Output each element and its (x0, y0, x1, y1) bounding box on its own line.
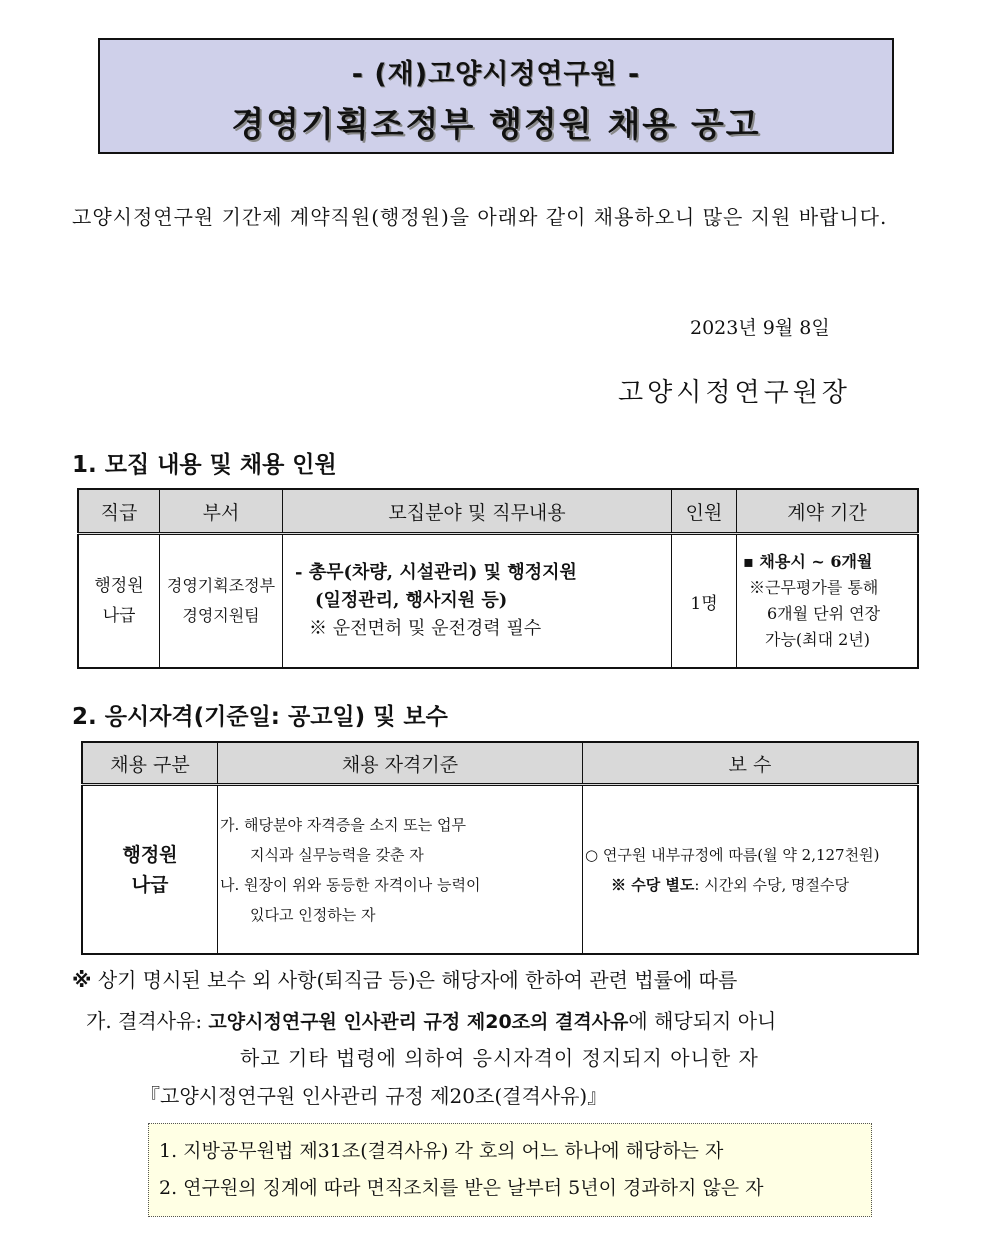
grade-line: 나급 (102, 606, 136, 626)
duty-line: (일정관리, 행사지원 등) (315, 590, 508, 611)
dq-rest: 에 해당되지 아니 (628, 1009, 777, 1033)
section2-heading: 2. 응시자격(기준일: 공고일) 및 보수 (72, 704, 448, 730)
regulation-item: 2. 연구원의 징계에 따라 면직조치를 받은 날부터 5년이 경과하지 않은 자 (159, 1177, 764, 1199)
salary-note (72, 964, 737, 993)
org-line: - (재)고양시정연구원 - (351, 59, 641, 90)
period-cell (737, 534, 919, 669)
col-qualification: 채용 자격기준 (218, 742, 583, 785)
note-text: 상기 명시된 보수 외 사항(퇴직금 등)은 해당자에 한하여 관련 법률에 따름 (97, 968, 738, 992)
dept-line: 경영기획조정부 (166, 576, 276, 595)
dept-cell (160, 534, 283, 669)
dq-prefix: 가. 결격사유: (86, 1009, 209, 1033)
qualification-table (81, 741, 919, 955)
col-dept: 부서 (160, 489, 283, 534)
dq-bold: 고양시정연구원 인사관리 규정 제20조의 결격사유 (208, 1011, 629, 1033)
period-line: ※근무평가를 통해 (749, 578, 879, 597)
col-count: 인원 (672, 489, 737, 534)
qual-line: 나. 원장이 위와 동등한 자격이나 능력이 (220, 875, 481, 894)
table-row (78, 534, 918, 669)
col-grade: 직급 (78, 489, 160, 534)
note-mark: ※ (72, 968, 92, 992)
table-header-row (82, 742, 918, 785)
qual-line: 있다고 인정하는 자 (250, 905, 376, 924)
pay-cell (583, 785, 919, 955)
disqualification-line-1 (86, 1005, 776, 1034)
qual-line: 지식과 실무능력을 갖춘 자 (250, 845, 424, 864)
dept-line: 경영지원팀 (182, 606, 260, 625)
period-line: 가능(최대 2년) (765, 630, 871, 649)
page-title: 경영기획조정부 행정원 채용 공고 (231, 105, 761, 145)
col-type: 채용 구분 (82, 742, 218, 785)
disqualification-line-2: 하고 기타 법령에 의하여 응시자격이 정지되지 아니한 자 (240, 1046, 759, 1070)
pay-allowance-label: ※ 수당 별도 (611, 875, 695, 894)
qualification-cell (218, 785, 583, 955)
qual-line: 가. 해당분야 자격증을 소지 또는 업무 (220, 815, 466, 834)
type-line: 나급 (131, 873, 169, 896)
regulation-title: 『고양시정연구원 인사관리 규정 제20조(결격사유)』 (140, 1084, 608, 1108)
col-pay: 보 수 (583, 742, 919, 785)
table-row (82, 785, 918, 955)
intro-paragraph: 고양시정연구원 기간제 계약직원(행정원)을 아래와 같이 채용하오니 많은 지원 바랍니다. (72, 205, 888, 229)
announcement-date: 2023년 9월 8일 (690, 317, 830, 339)
grade-cell (78, 534, 160, 669)
title-banner (98, 38, 894, 154)
section1-heading: 1. 모집 내용 및 채용 인원 (72, 452, 337, 478)
duty-line: - 총무(차량, 시설관리) 및 행정지원 (295, 562, 577, 583)
type-cell (82, 785, 218, 955)
count-cell: 1명 (672, 534, 737, 669)
recruitment-table (77, 488, 919, 669)
col-duty: 모집분야 및 직무내용 (283, 489, 672, 534)
grade-line: 행정원 (94, 576, 144, 596)
period-line: 6개월 단위 연장 (767, 604, 881, 623)
duty-note: ※ 운전면허 및 운전경력 필수 (309, 618, 542, 639)
signer: 고양시정연구원장 (618, 378, 851, 408)
type-line: 행정원 (122, 843, 178, 866)
regulation-item: 1. 지방공무원법 제31조(결격사유) 각 호의 어느 하나에 해당하는 자 (159, 1140, 724, 1162)
pay-allowance-detail: : 시간외 수당, 명절수당 (694, 875, 849, 894)
duty-cell (283, 534, 672, 669)
table-header-row (78, 489, 918, 534)
pay-line: ○ 연구원 내부규정에 따름(월 약 2,127천원) (585, 845, 880, 864)
period-line: ▪ 채용시 ~ 6개월 (743, 552, 873, 571)
col-period: 계약 기간 (737, 489, 919, 534)
regulation-box (148, 1123, 872, 1217)
